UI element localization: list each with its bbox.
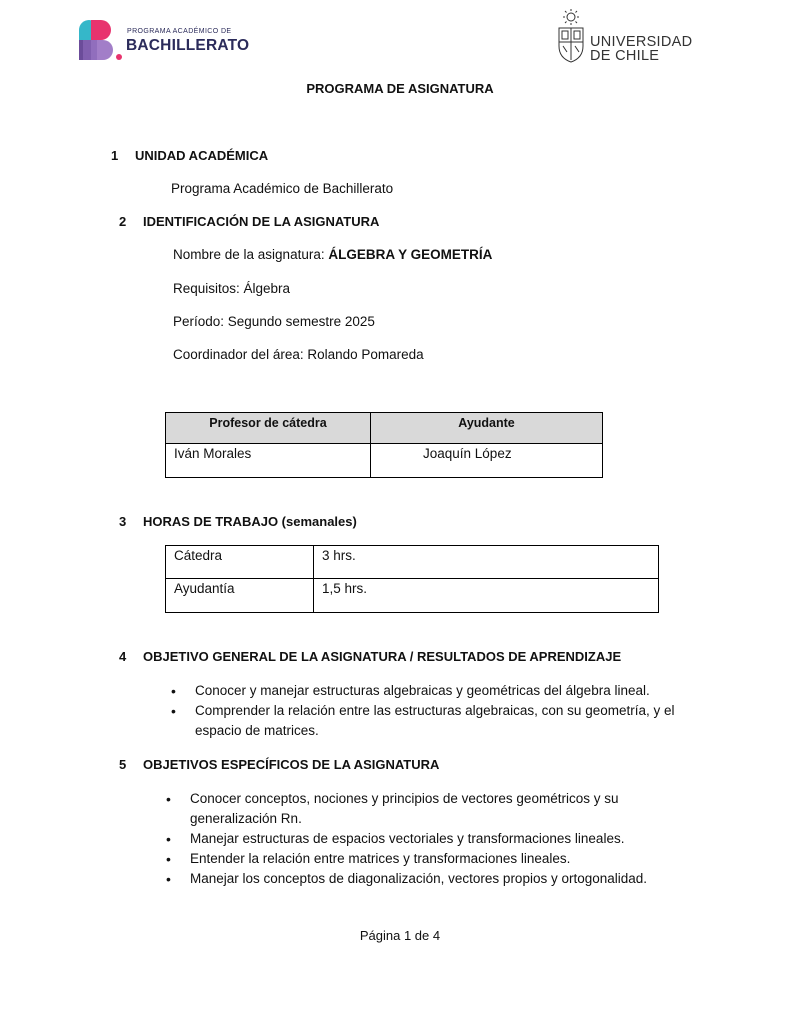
list-item: • Conocer y manejar estructuras algebraicas y geométricas del álgebra lineal.	[171, 681, 691, 701]
university-name-line1: UNIVERSIDAD	[590, 34, 693, 50]
university-name-line2: DE CHILE	[590, 48, 660, 64]
section-4-bullet-list	[171, 681, 691, 741]
section-1-title: UNIDAD ACADÉMICA	[135, 148, 269, 163]
document-title: PROGRAMA DE ASIGNATURA	[306, 81, 494, 96]
section-2-number: 2	[119, 214, 127, 229]
staff-table-header-profesor: Profesor de cátedra	[166, 413, 371, 444]
subject-name-label: Nombre de la asignatura:	[173, 247, 329, 262]
list-item: • Entender la relación entre matrices y transformaciones lineales.	[166, 849, 686, 869]
list-item: • Manejar estructuras de espacios vectoriales y transformaciones lineales.	[166, 829, 686, 849]
section-1-content: Programa Académico de Bachillerato	[171, 181, 394, 196]
periodo-line: Período: Segundo semestre 2025	[173, 314, 375, 329]
section-4-title: OBJETIVO GENERAL DE LA ASIGNATURA / RESULTADOS DE APRENDIZAJE	[143, 649, 622, 664]
bachillerato-logo-mark-icon	[79, 20, 123, 62]
hours-table-value: 1,5 hrs.	[314, 579, 659, 613]
staff-table-cell-ayudante: Joaquín López	[371, 444, 603, 478]
staff-table-header-ayudante: Ayudante	[371, 413, 603, 444]
list-item-line: Comprender la relación entre las estructuras algebraicas, con su geometría, y el	[195, 703, 675, 718]
list-item-line: espacio de matrices.	[195, 723, 319, 738]
subject-name-value: ÁLGEBRA Y GEOMETRÍA	[328, 247, 493, 262]
hours-table-label: Ayudantía	[166, 579, 314, 613]
list-item-line: Conocer conceptos, nociones y principios de vectores geométricos y su	[190, 791, 619, 806]
section-5-bullet-list	[166, 789, 686, 889]
list-item-line: generalización Rn.	[190, 811, 302, 826]
section-3-number: 3	[119, 514, 127, 529]
subject-name-line	[173, 247, 492, 262]
bachillerato-logo	[79, 20, 249, 62]
university-name	[590, 35, 692, 63]
section-1-number: 1	[111, 148, 119, 163]
coordinador-line: Coordinador del área: Rolando Pomareda	[173, 347, 424, 362]
list-item	[166, 789, 686, 829]
section-4-number: 4	[119, 649, 127, 664]
universidad-de-chile-logo	[555, 8, 695, 66]
section-3-title: HORAS DE TRABAJO (semanales)	[143, 514, 357, 529]
requisitos-line: Requisitos: Álgebra	[173, 281, 291, 296]
list-item	[171, 701, 691, 741]
section-2-title: IDENTIFICACIÓN DE LA ASIGNATURA	[143, 214, 380, 229]
logo-left-small-text: PROGRAMA ACADÉMICO DE	[127, 28, 232, 35]
staff-table	[165, 412, 603, 478]
staff-table-cell-profesor: Iván Morales	[166, 444, 371, 478]
page-number-footer: Página 1 de 4	[359, 928, 441, 943]
list-item: • Manejar los conceptos de diagonalización, vectores propios y ortogonalidad.	[166, 869, 686, 889]
hours-table-value: 3 hrs.	[314, 546, 659, 579]
logo-left-big-text: BACHILLERATO	[126, 37, 250, 54]
section-5-number: 5	[119, 757, 127, 772]
hours-table	[165, 545, 659, 613]
section-5-title: OBJETIVOS ESPECÍFICOS DE LA ASIGNATURA	[143, 757, 440, 772]
university-crest-icon	[555, 8, 587, 64]
hours-table-label: Cátedra	[166, 546, 314, 579]
